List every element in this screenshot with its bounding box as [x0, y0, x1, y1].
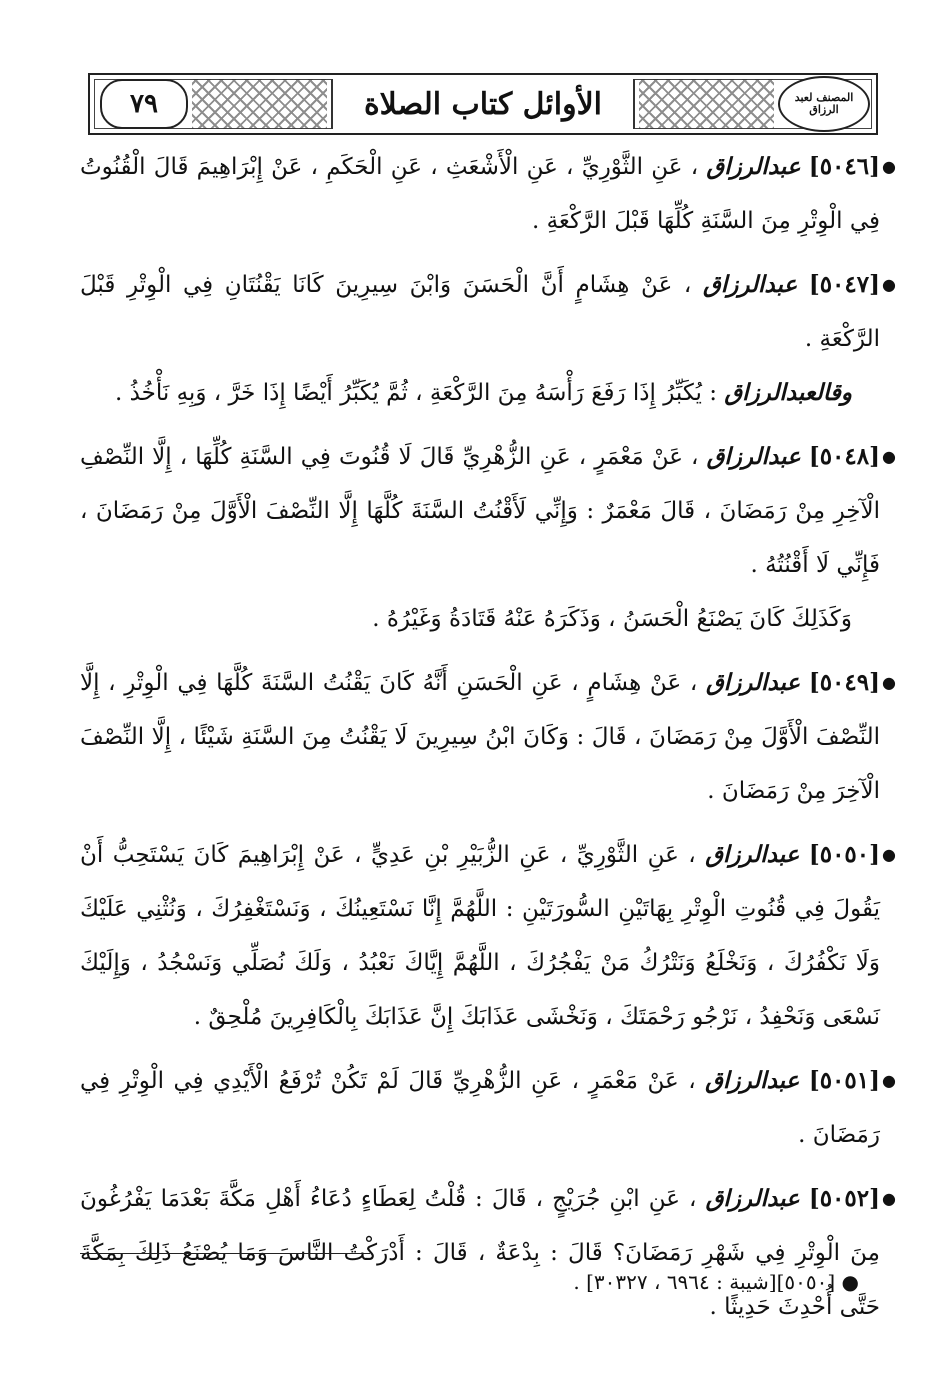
hadith-5048-note: [80, 592, 880, 646]
book-logo: المصنف لعبد الرزاق: [778, 76, 870, 132]
hadith-5047: [80, 258, 896, 366]
hadith-text: ، عَنِ الثَّوْرِيِّ ، عَنِ الْأَشْعَثِ ، عَنِ الْحَكَمِ ، عَنْ إِبْرَاهِيمَ قَالَ الْقُنُوتُ فِي الْوِتْرِ مِنَ السَّنَةِ كُلِّهَا قَبْلَ الرَّكْعَةِ .: [80, 154, 880, 234]
footnote-divider: [80, 1253, 370, 1254]
hadith-text: ، عَنِ ابْنِ جُرَيْجٍ ، قَالَ : قُلْتُ لِعَطَاءٍ دُعَاءُ أَهْلِ مَكَّةَ بَعْدَمَا يَفْرُغُونَ مِنَ الْوِتْرِ فِي شَهْرِ رَمَضَانَ؟ قَالَ : بِدْعَةٌ ، قَالَ : أَدْرَكْتُ النَّاسَ وَمَا يُصْنَعُ ذَلِكَ بِمَكَّةَ حَتَّى أُحْدِثَ حَدِيثًا .: [80, 1186, 880, 1320]
bullet-icon: ●: [882, 275, 896, 294]
bullet-icon: ●: [882, 845, 896, 864]
hadith-number: [٥٠٤٦]: [808, 153, 880, 180]
note-text: وَكَذَلِكَ كَانَ يَصْنَعُ الْحَسَنُ ، وَذَكَرَهُ عَنْهُ قَتَادَةُ وَغَيْرُهُ .: [372, 606, 852, 632]
hadith-source: عبدالرزاق: [706, 153, 801, 180]
hadith-number: [٥٠٥٠]: [808, 841, 881, 868]
hadith-5048: [80, 430, 896, 592]
hadith-5047-note: [80, 366, 880, 420]
hadith-source: عبدالرزاق: [705, 841, 800, 868]
note-source: عبدالرزاق: [724, 379, 816, 406]
hadith-source: عبدالرزاق: [706, 443, 801, 470]
footnote-text: [شيبة : ٦٩٦٤ ، ٣٠٣٢٧] .: [573, 1270, 777, 1294]
hadith-source: عبدالرزاق: [703, 271, 798, 298]
bullet-icon: ●: [882, 1189, 896, 1208]
footnote-ref: [٥٠٥٠]: [776, 1270, 836, 1294]
bullet-icon: ●: [882, 1071, 896, 1090]
bullet-icon: ●: [882, 157, 896, 176]
note-text: : يُكَبِّرُ إِذَا رَفَعَ رَأْسَهُ مِنَ الرَّكْعَةِ ، ثُمَّ يُكَبِّرُ أَيْضًا إِذَا خَرَّ ، وَبِهِ نَأْخُذُ .: [114, 380, 718, 406]
footnote: [573, 1262, 859, 1302]
bullet-icon: ●: [841, 1270, 859, 1294]
hadith-text: ، عَنِ الثَّوْرِيِّ ، عَنِ الزُّبَيْرِ بْنِ عَدِيٍّ ، عَنْ إِبْرَاهِيمَ كَانَ يَسْتَحِبُّ أَنْ يَقُولَ فِي قُنُوتِ الْوِتْرِ بِهَاتَيْنِ السُّورَتَيْنِ : اللَّهُمَّ إِنَّا نَسْتَعِينُكَ ، وَنَسْتَغْفِرُكَ ، وَنُثْنِي عَلَيْكَ وَلَا نَكْفُرُكَ ، وَنَخْلَعُ وَنَتْرُكُ مَنْ يَفْجُرُكَ ، اللَّهُمَّ إِيَّاكَ نَعْبُدُ ، وَلَكَ نُصَلِّي وَنَسْجُدُ ، وَإِلَيْكَ نَسْعَى وَنَحْفِدُ ، نَرْجُو رَحْمَتَكَ ، وَنَخْشَى عَذَابَكَ إِنَّ عَذَابَكَ بِالْكَافِرِينَ مُلْحِقٌ .: [80, 842, 880, 1030]
hadith-5051: [80, 1054, 896, 1162]
hadith-source: عبدالرزاق: [705, 669, 801, 696]
header-ornament-right: [639, 79, 774, 129]
page-number: ٧٩: [100, 79, 188, 129]
hadith-text: ، عَنْ مَعْمَرٍ ، عَنِ الزُّهْرِيِّ قَالَ لَا قُنُوتَ فِي السَّنَةِ كُلِّهَا ، إِلَّا النِّصْفِ الْآخِرِ مِنْ رَمَضَانَ ، قَالَ مَعْمَرٌ : وَإِنِّي لَأَقْنُتُ السَّنَةَ كُلَّهَا إِلَّا النِّصْفَ الْأَوَّلَ مِنْ رَمَضَانَ ، فَإِنِّي لَا أَقْنُتُهُ .: [80, 444, 880, 578]
bullet-icon: ●: [882, 673, 896, 692]
hadith-number: [٥٠٤٨]: [808, 443, 881, 470]
header-ornament-left: [192, 79, 327, 129]
page-body: [80, 140, 896, 1334]
hadith-number: [٥٠٤٧]: [808, 271, 881, 298]
hadith-text: ، عَنْ هِشَامٍ أَنَّ الْحَسَنَ وَابْنَ سِيرِينَ كَانَا يَقْنُتَانِ فِي الْوِتْرِ قَبْلَ الرَّكْعَةِ .: [80, 272, 880, 352]
hadith-source: عبدالرزاق: [705, 1185, 800, 1212]
hadith-number: [٥٠٥١]: [808, 1067, 881, 1094]
hadith-5046: [80, 140, 896, 248]
hadith-text: ، عَنْ مَعْمَرٍ ، عَنِ الزُّهْرِيِّ قَالَ لَمْ تَكُنْ تُرْفَعُ الْأَيْدِي فِي الْوِتْرِ فِي رَمَضَانَ .: [80, 1068, 880, 1148]
hadith-5050: [80, 828, 896, 1044]
bullet-icon: ●: [882, 447, 896, 466]
note-prefix: وقال: [815, 379, 852, 406]
running-title: الأوائل كتاب الصلاة: [331, 79, 635, 129]
hadith-5049: [80, 656, 896, 818]
page-header: [88, 73, 878, 135]
hadith-source: عبدالرزاق: [705, 1067, 800, 1094]
hadith-number: [٥٠٥٢]: [808, 1185, 881, 1212]
hadith-text: ، عَنْ هِشَامٍ ، عَنِ الْحَسَنِ أَنَّهُ كَانَ يَقْنُتُ السَّنَةَ كُلَّهَا فِي الْوِتْرِ ، إِلَّا النِّصْفَ الْأَوَّلَ مِنْ رَمَضَانَ ، قَالَ : وَكَانَ ابْنُ سِيرِينَ لَا يَقْنُتُ مِنَ السَّنَةِ شَيْئًا ، إِلَّا النِّصْفَ الْآخِرَ مِنْ رَمَضَانَ .: [80, 670, 880, 804]
hadith-number: [٥٠٤٩]: [808, 669, 881, 696]
